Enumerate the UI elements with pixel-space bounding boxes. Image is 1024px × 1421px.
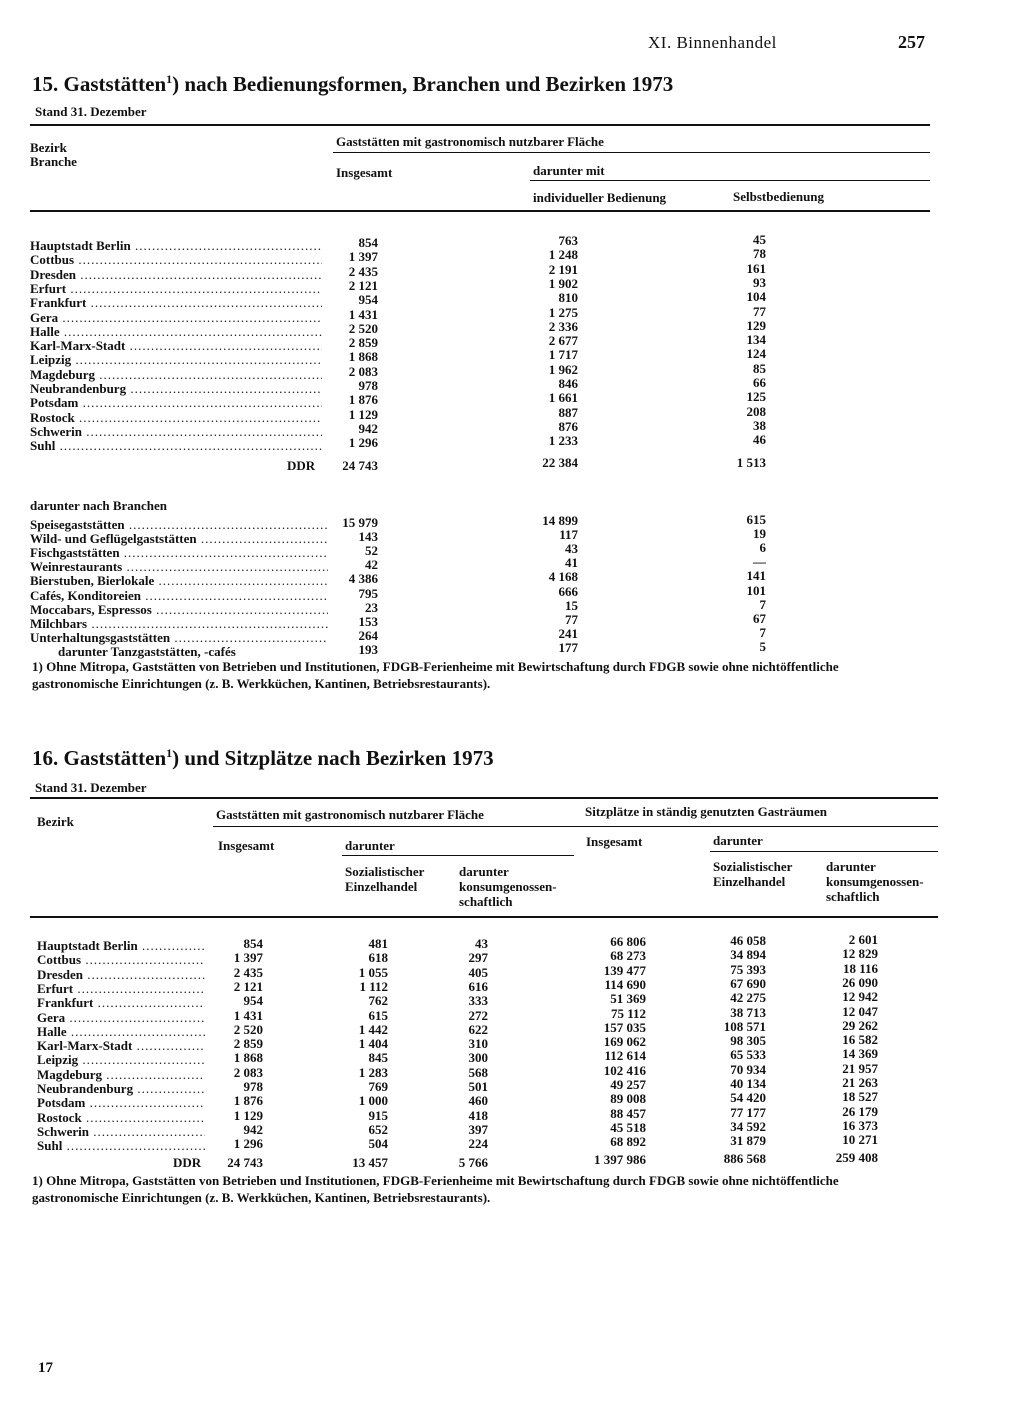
table15-cell-individuell: 2 677: [548, 333, 578, 349]
table16-cell-f: 18 527: [842, 1089, 878, 1105]
table16-cell-e: 70 934: [730, 1061, 766, 1077]
table16-row-label: Gera .....: [37, 1010, 205, 1026]
table16-row-label: Erfurt .....: [37, 981, 205, 997]
table15-branch-individuell: 241: [558, 625, 578, 641]
table16-cell-b: 504: [368, 1136, 388, 1152]
table15-branch-selbst: 615: [746, 512, 766, 527]
table15-cell-insgesamt: 854: [358, 235, 378, 250]
table15-total-selbst: 1 513: [736, 455, 766, 470]
table16-row-label: Potsdam .....: [37, 1095, 205, 1111]
table16-cell-d: 169 062: [603, 1034, 646, 1050]
table16-cell-e: 77 177: [730, 1104, 766, 1120]
table15-head-darunter-mit: darunter mit: [533, 163, 605, 178]
table16-cell-b: 1 404: [358, 1036, 388, 1052]
table15-branch-heading: darunter nach Branchen: [30, 498, 167, 513]
table15-cell-selbst: 208: [746, 403, 766, 419]
table15-cell-insgesamt: 1 431: [348, 306, 378, 322]
table15-branch-individuell: 15: [565, 597, 578, 613]
table15-row-label: Hauptstadt Berlin .....: [30, 238, 322, 254]
table15-row-label: Frankfurt .....: [30, 295, 322, 311]
table16-cell-d: 88 457: [610, 1105, 646, 1121]
table15-branch-label: Cafés, Konditoreien .....: [30, 588, 328, 604]
table16-cell-c: 418: [468, 1107, 488, 1123]
table15-cell-insgesamt: 1 296: [348, 435, 378, 451]
table16-cell-d: 68 892: [610, 1134, 646, 1150]
table15-cell-insgesamt: 2 121: [348, 277, 378, 293]
table16-head-soz-b: Sozialistischer Einzelhandel: [713, 859, 793, 889]
table16-cell-b: 1 055: [358, 964, 388, 980]
table16-cell-b: 615: [368, 1007, 388, 1023]
table15-cell-individuell: 2 336: [548, 318, 578, 334]
table15-rule-group: [333, 152, 930, 153]
table15-row-label: Suhl .....: [30, 438, 322, 454]
table15-branch-label: darunter Tanzgaststätten, -cafés: [58, 643, 236, 659]
table16-row-label: Cottbus .....: [37, 952, 205, 968]
table16-cell-a: 2 435: [233, 964, 263, 980]
table15-branch-individuell: 14 899: [542, 513, 578, 528]
table16-cell-c: 616: [468, 978, 488, 994]
table15-row-label: Cottbus .....: [30, 252, 322, 268]
table16-cell-c: 310: [468, 1036, 488, 1052]
table15-row-label: Leipzig .....: [30, 352, 322, 368]
table15-cell-selbst: 38: [753, 417, 766, 433]
table16-cell-f: 21 957: [842, 1060, 878, 1076]
table16-cell-b: 769: [368, 1079, 388, 1094]
table16-cell-e: 34 592: [730, 1118, 766, 1134]
table16-cell-a: 954: [243, 993, 263, 1009]
table16-cell-d: 157 035: [603, 1019, 646, 1035]
table16-cell-c: 405: [468, 964, 488, 980]
table16-cell-f: 12 942: [842, 989, 878, 1005]
table16-cell-a: 1 129: [233, 1107, 263, 1123]
table16-cell-d: 66 806: [610, 934, 646, 949]
table15-branch-selbst: 67: [753, 610, 766, 626]
table15-cell-selbst: 129: [746, 317, 766, 333]
table15-row-label: Dresden .....: [30, 267, 322, 283]
table16-cell-e: 75 393: [730, 961, 766, 977]
table16-cell-e: 38 713: [730, 1004, 766, 1020]
table15-top-rule: [30, 124, 930, 126]
table16-row-label: Dresden .....: [37, 967, 205, 983]
table16-head-group-a: Gaststätten mit gastronomisch nutzbarer Fläche: [216, 807, 484, 822]
table15-cell-individuell: 763: [558, 233, 578, 248]
table16-cell-d: 102 416: [603, 1062, 646, 1078]
table16-cell-b: 1 283: [358, 1064, 388, 1080]
table16-footnote-line2: gastronomische Einrichtungen (z. B. Werkküchen, Kantinen, Betriebsrestaurants).: [32, 1190, 491, 1205]
table16-cell-e: 98 305: [730, 1033, 766, 1049]
table15-branch-selbst: 7: [759, 624, 766, 640]
table15-branch-insgesamt: 153: [358, 613, 378, 629]
table15-cell-individuell: 1 661: [548, 390, 578, 406]
table15-branch-label: Wild- und Geflügelgaststätten .....: [30, 531, 328, 547]
table16-row-label: Rostock .....: [37, 1110, 205, 1126]
table16-cell-c: 460: [468, 1093, 488, 1109]
table16-cell-b: 618: [368, 950, 388, 966]
table16-cell-f: 26 179: [842, 1103, 878, 1119]
table16-cell-d: 89 008: [610, 1091, 646, 1107]
table16-cell-b: 481: [368, 936, 388, 951]
table16-total-e: 886 568: [723, 1151, 766, 1166]
table16-total-a: 24 743: [227, 1155, 263, 1170]
table16-cell-a: 854: [243, 936, 263, 951]
table15-cell-selbst: 66: [753, 375, 766, 390]
table16-top-rule: [30, 797, 938, 799]
table16-cell-e: 54 420: [730, 1090, 766, 1106]
table15-branch-insgesamt: 23: [365, 599, 378, 615]
table15-branch-selbst: 6: [759, 540, 766, 556]
table16-cell-a: 2 121: [233, 978, 263, 994]
table16-cell-b: 1 000: [358, 1093, 388, 1109]
table15-cell-selbst: 161: [746, 260, 766, 276]
table15-stand: Stand 31. Dezember: [35, 104, 147, 119]
table16-footnote: [32, 1172, 1007, 1206]
table16-rule-group: [213, 826, 938, 827]
table15-branch-insgesamt: 193: [358, 641, 378, 657]
table15-cell-insgesamt: 954: [358, 292, 378, 308]
table15-cell-individuell: 1 233: [548, 433, 578, 449]
table15-cell-insgesamt: 978: [358, 378, 378, 393]
table16-title: 16. Gaststätten$^1$) und Sitzplätze nach Bezirken 1973: [32, 746, 494, 770]
table15-branch-selbst: —: [753, 554, 766, 570]
table16-row-label: Schwerin .....: [37, 1124, 205, 1140]
table15-head-insgesamt: Insgesamt: [336, 165, 393, 180]
table16-cell-c: 622: [468, 1021, 488, 1037]
table16-row-label: Hauptstadt Berlin .....: [37, 938, 205, 954]
table16-head-darunter-a: darunter: [345, 838, 395, 853]
table15-cell-selbst: 104: [746, 289, 766, 305]
table16-cell-b: 1 112: [359, 978, 388, 994]
table16-cell-c: 501: [468, 1079, 488, 1094]
table16-cell-a: 2 083: [233, 1064, 263, 1080]
table15-branch-individuell: 43: [565, 541, 578, 557]
table16-cell-e: 42 275: [730, 990, 766, 1006]
table16-cell-f: 16 582: [842, 1032, 878, 1048]
table15-head-individuell: individueller Bedienung: [533, 190, 667, 205]
table16-cell-a: 978: [243, 1079, 263, 1094]
table16-cell-f: 29 262: [842, 1017, 878, 1033]
table15-row-label: Halle .....: [30, 324, 322, 340]
table15-cell-insgesamt: 1 876: [348, 392, 378, 408]
table15-title: 15. Gaststätten$^1$) nach Bedienungsformen, Branchen und Bezirken 1973: [32, 72, 674, 96]
table16-head-group-b: Sitzplätze in ständig genutzten Gasträumen: [585, 804, 827, 819]
table16-head-bottom-rule: [30, 916, 938, 918]
table15-cell-insgesamt: 2 435: [348, 263, 378, 279]
table15-cell-insgesamt: 1 868: [348, 349, 378, 365]
table16-head-insgesamt-b: Insgesamt: [586, 834, 643, 849]
table15-cell-selbst: 125: [746, 389, 766, 405]
table16-cell-a: 1 868: [233, 1050, 263, 1066]
table16-cell-f: 2 601: [848, 932, 878, 947]
table16-head-insgesamt-a: Insgesamt: [218, 838, 275, 853]
table15-cell-selbst: 134: [746, 332, 766, 348]
table15-branch-selbst: 5: [759, 638, 766, 654]
table16-cell-e: 46 058: [730, 933, 766, 948]
table16-footnote-line1: 1) Ohne Mitropa, Gaststätten von Betrieben und Institutionen, FDGB-Ferienheime mit Bewirtschaftung durch FDGB sowie ohne nichtöffentliche: [32, 1173, 839, 1188]
table16-cell-b: 845: [368, 1050, 388, 1066]
table15-branch-label: Weinrestaurants .....: [30, 559, 328, 575]
table15-row-label: Rostock .....: [30, 410, 322, 426]
table16-cell-f: 26 090: [842, 974, 878, 990]
table15-cell-individuell: 810: [558, 290, 578, 306]
chapter-header: XI. Binnenhandel: [648, 33, 777, 52]
table16-cell-a: 2 859: [233, 1036, 263, 1052]
table16-cell-d: 49 257: [610, 1077, 646, 1092]
table15-row-label: Gera .....: [30, 310, 322, 326]
table16-head-darunter-b: darunter: [713, 833, 763, 848]
table16-cell-d: 51 369: [610, 991, 646, 1007]
table16-total-b: 13 457: [352, 1155, 388, 1170]
table15-head-branche: Branche: [30, 154, 77, 169]
table15-cell-selbst: 46: [753, 432, 766, 448]
table15-head-selbst: Selbstbedienung: [733, 189, 825, 204]
table16-total-label: DDR: [173, 1155, 202, 1170]
table16-total-c: 5 766: [458, 1155, 488, 1170]
table15-branch-label: Speisegaststätten .....: [30, 517, 328, 533]
table16-cell-b: 652: [368, 1121, 388, 1137]
table15-branch-individuell: 117: [559, 527, 578, 543]
table16-cell-e: 65 533: [730, 1047, 766, 1063]
table15-head-group: Gaststätten mit gastronomisch nutzbarer Fläche: [336, 134, 604, 149]
table16-cell-d: 139 477: [603, 962, 646, 978]
table16-cell-f: 12 829: [842, 946, 878, 962]
table15-cell-insgesamt: 2 083: [348, 363, 378, 379]
table15-row-label: Potsdam .....: [30, 395, 322, 411]
table15-cell-individuell: 1 902: [548, 275, 578, 291]
table15-branch-label: Bierstuben, Bierlokale .....: [30, 573, 328, 589]
table15-branch-individuell: 666: [558, 583, 578, 599]
table16-cell-f: 10 271: [842, 1132, 878, 1148]
table15-cell-individuell: 876: [558, 418, 578, 434]
table16-row-label: Neubrandenburg .....: [37, 1081, 205, 1097]
table15-footnote: [32, 658, 992, 692]
table15-cell-individuell: 1 962: [548, 361, 578, 377]
table15-branch-individuell: 4 168: [548, 569, 578, 585]
table16-cell-d: 75 112: [610, 1005, 646, 1021]
table16-cell-f: 21 263: [842, 1075, 878, 1090]
table15-cell-insgesamt: 2 859: [348, 335, 378, 351]
table15-cell-selbst: 93: [753, 274, 766, 290]
table16-cell-e: 34 894: [730, 947, 766, 963]
table16-row-label: Suhl .....: [37, 1138, 205, 1154]
table16-cell-d: 45 518: [610, 1119, 646, 1135]
table15-branch-insgesamt: 52: [365, 543, 378, 559]
table15-cell-individuell: 846: [558, 376, 578, 391]
table16-head-kons-b: darunter konsumgenossen- schaftlich: [826, 859, 924, 904]
table15-rule-darunter: [530, 180, 930, 181]
table16-cell-a: 1 397: [233, 950, 263, 966]
table15-cell-individuell: 1 275: [548, 304, 578, 320]
table16-head-kons-a: darunter konsumgenossen- schaftlich: [459, 864, 557, 909]
table15-branch-label: Unterhaltungsgaststätten .....: [30, 630, 328, 646]
table15-branch-label: Milchbars .....: [30, 616, 328, 632]
table15-head-bezirk: Bezirk: [30, 140, 67, 155]
table16-cell-a: 1 431: [233, 1007, 263, 1023]
table15-cell-individuell: 1 248: [548, 247, 578, 263]
table15-cell-insgesamt: 1 129: [348, 406, 378, 422]
table16-cell-a: 1 876: [233, 1093, 263, 1109]
table16-cell-b: 762: [368, 993, 388, 1009]
table16-cell-d: 114 690: [604, 976, 646, 992]
table15-branch-label: Moccabars, Espressos .....: [30, 602, 328, 618]
table15-row-label: Karl-Marx-Stadt .....: [30, 338, 322, 354]
page-number: 257: [898, 32, 925, 52]
table15-cell-individuell: 2 191: [548, 261, 578, 277]
table15-cell-selbst: 85: [753, 360, 766, 376]
table16-cell-e: 67 690: [730, 975, 766, 991]
table15-branch-insgesamt: 4 386: [348, 571, 378, 587]
table16-cell-f: 16 373: [842, 1117, 878, 1133]
table15-cell-insgesamt: 1 397: [348, 249, 378, 265]
table15-row-label: Magdeburg .....: [30, 367, 322, 383]
table16-head-soz-a: Sozialistischer Einzelhandel: [345, 864, 425, 894]
table15-footnote-line1: 1) Ohne Mitropa, Gaststätten von Betrieben und Institutionen, FDGB-Ferienheime mit Bewirtschaftung durch FDGB sowie ohne nichtöffentliche: [32, 659, 839, 674]
table15-row-label: Erfurt .....: [30, 281, 322, 297]
table15-total-individuell: 22 384: [542, 455, 578, 470]
table15-branch-individuell: 77: [565, 611, 578, 627]
table15-branch-individuell: 177: [558, 639, 578, 655]
table15-cell-individuell: 887: [558, 404, 578, 420]
table16-cell-f: 14 369: [842, 1046, 878, 1062]
table15-cell-insgesamt: 2 520: [348, 320, 378, 336]
table16-stand: Stand 31. Dezember: [35, 780, 147, 795]
table16-cell-c: 333: [468, 993, 488, 1009]
table16-row-label: Halle .....: [37, 1024, 205, 1040]
table15-branch-selbst: 19: [753, 526, 766, 542]
table16-cell-c: 297: [468, 950, 488, 966]
table15-branch-insgesamt: 795: [358, 585, 378, 601]
table16-total-d: 1 397 986: [594, 1152, 646, 1167]
table15-branch-label: Fischgaststätten .....: [30, 545, 328, 561]
table16-row-label: Frankfurt .....: [37, 995, 205, 1011]
table15-footnote-line2: gastronomische Einrichtungen (z. B. Werkküchen, Kantinen, Betriebsrestaurants).: [32, 676, 491, 691]
table15-branch-insgesamt: 42: [365, 557, 378, 573]
table15-cell-selbst: 124: [746, 346, 766, 362]
table16-cell-c: 43: [475, 936, 488, 951]
table16-rule-darunter-a: [342, 855, 574, 856]
table15-cell-selbst: 78: [753, 246, 766, 262]
table16-cell-c: 272: [468, 1007, 488, 1023]
table16-cell-a: 1 296: [233, 1136, 263, 1152]
table16-cell-c: 224: [468, 1136, 488, 1152]
table15-row-label: Schwerin .....: [30, 424, 322, 440]
table16-cell-d: 68 273: [610, 948, 646, 964]
table15-total-label: DDR: [287, 458, 316, 473]
table15-branch-insgesamt: 143: [358, 529, 378, 545]
table15-branch-selbst: 7: [759, 596, 766, 612]
table16-cell-b: 915: [368, 1107, 388, 1123]
table16-cell-c: 397: [468, 1121, 488, 1137]
table16-cell-d: 112 614: [604, 1048, 646, 1064]
table15-row-label: Neubrandenburg .....: [30, 381, 322, 397]
table16-head-bezirk: Bezirk: [37, 814, 74, 829]
table16-row-label: Karl-Marx-Stadt .....: [37, 1038, 205, 1054]
table15-cell-insgesamt: 942: [358, 420, 378, 436]
table15-total-insgesamt: 24 743: [342, 458, 378, 473]
table15-branch-selbst: 101: [746, 582, 766, 598]
table15-cell-individuell: 1 717: [548, 347, 578, 363]
table16-cell-a: 2 520: [233, 1021, 263, 1037]
page-footer-number: 17: [38, 1360, 53, 1376]
table16-cell-c: 568: [468, 1064, 488, 1080]
table16-cell-a: 942: [243, 1121, 263, 1137]
table16-row-label: Leipzig .....: [37, 1052, 205, 1068]
table16-total-f: 259 408: [835, 1150, 878, 1165]
table16-rule-darunter-b: [710, 851, 938, 852]
table16-cell-e: 40 134: [730, 1076, 766, 1091]
table16-row-label: Magdeburg .....: [37, 1067, 205, 1083]
table15-branch-selbst: 141: [746, 568, 766, 584]
table16-cell-f: 18 116: [842, 960, 878, 976]
table16-cell-f: 12 047: [842, 1003, 878, 1019]
table15-branch-insgesamt: 15 979: [342, 515, 378, 530]
table15-cell-selbst: 45: [753, 232, 766, 247]
table16-cell-e: 108 571: [723, 1018, 766, 1034]
table15-head-bottom-rule: [30, 210, 930, 212]
table16-cell-b: 1 442: [358, 1021, 388, 1037]
table15-cell-selbst: 77: [753, 303, 766, 319]
table15-branch-insgesamt: 264: [358, 627, 378, 643]
table16-cell-e: 31 879: [730, 1133, 766, 1149]
table15-branch-individuell: 41: [565, 555, 578, 571]
table16-cell-c: 300: [468, 1050, 488, 1066]
